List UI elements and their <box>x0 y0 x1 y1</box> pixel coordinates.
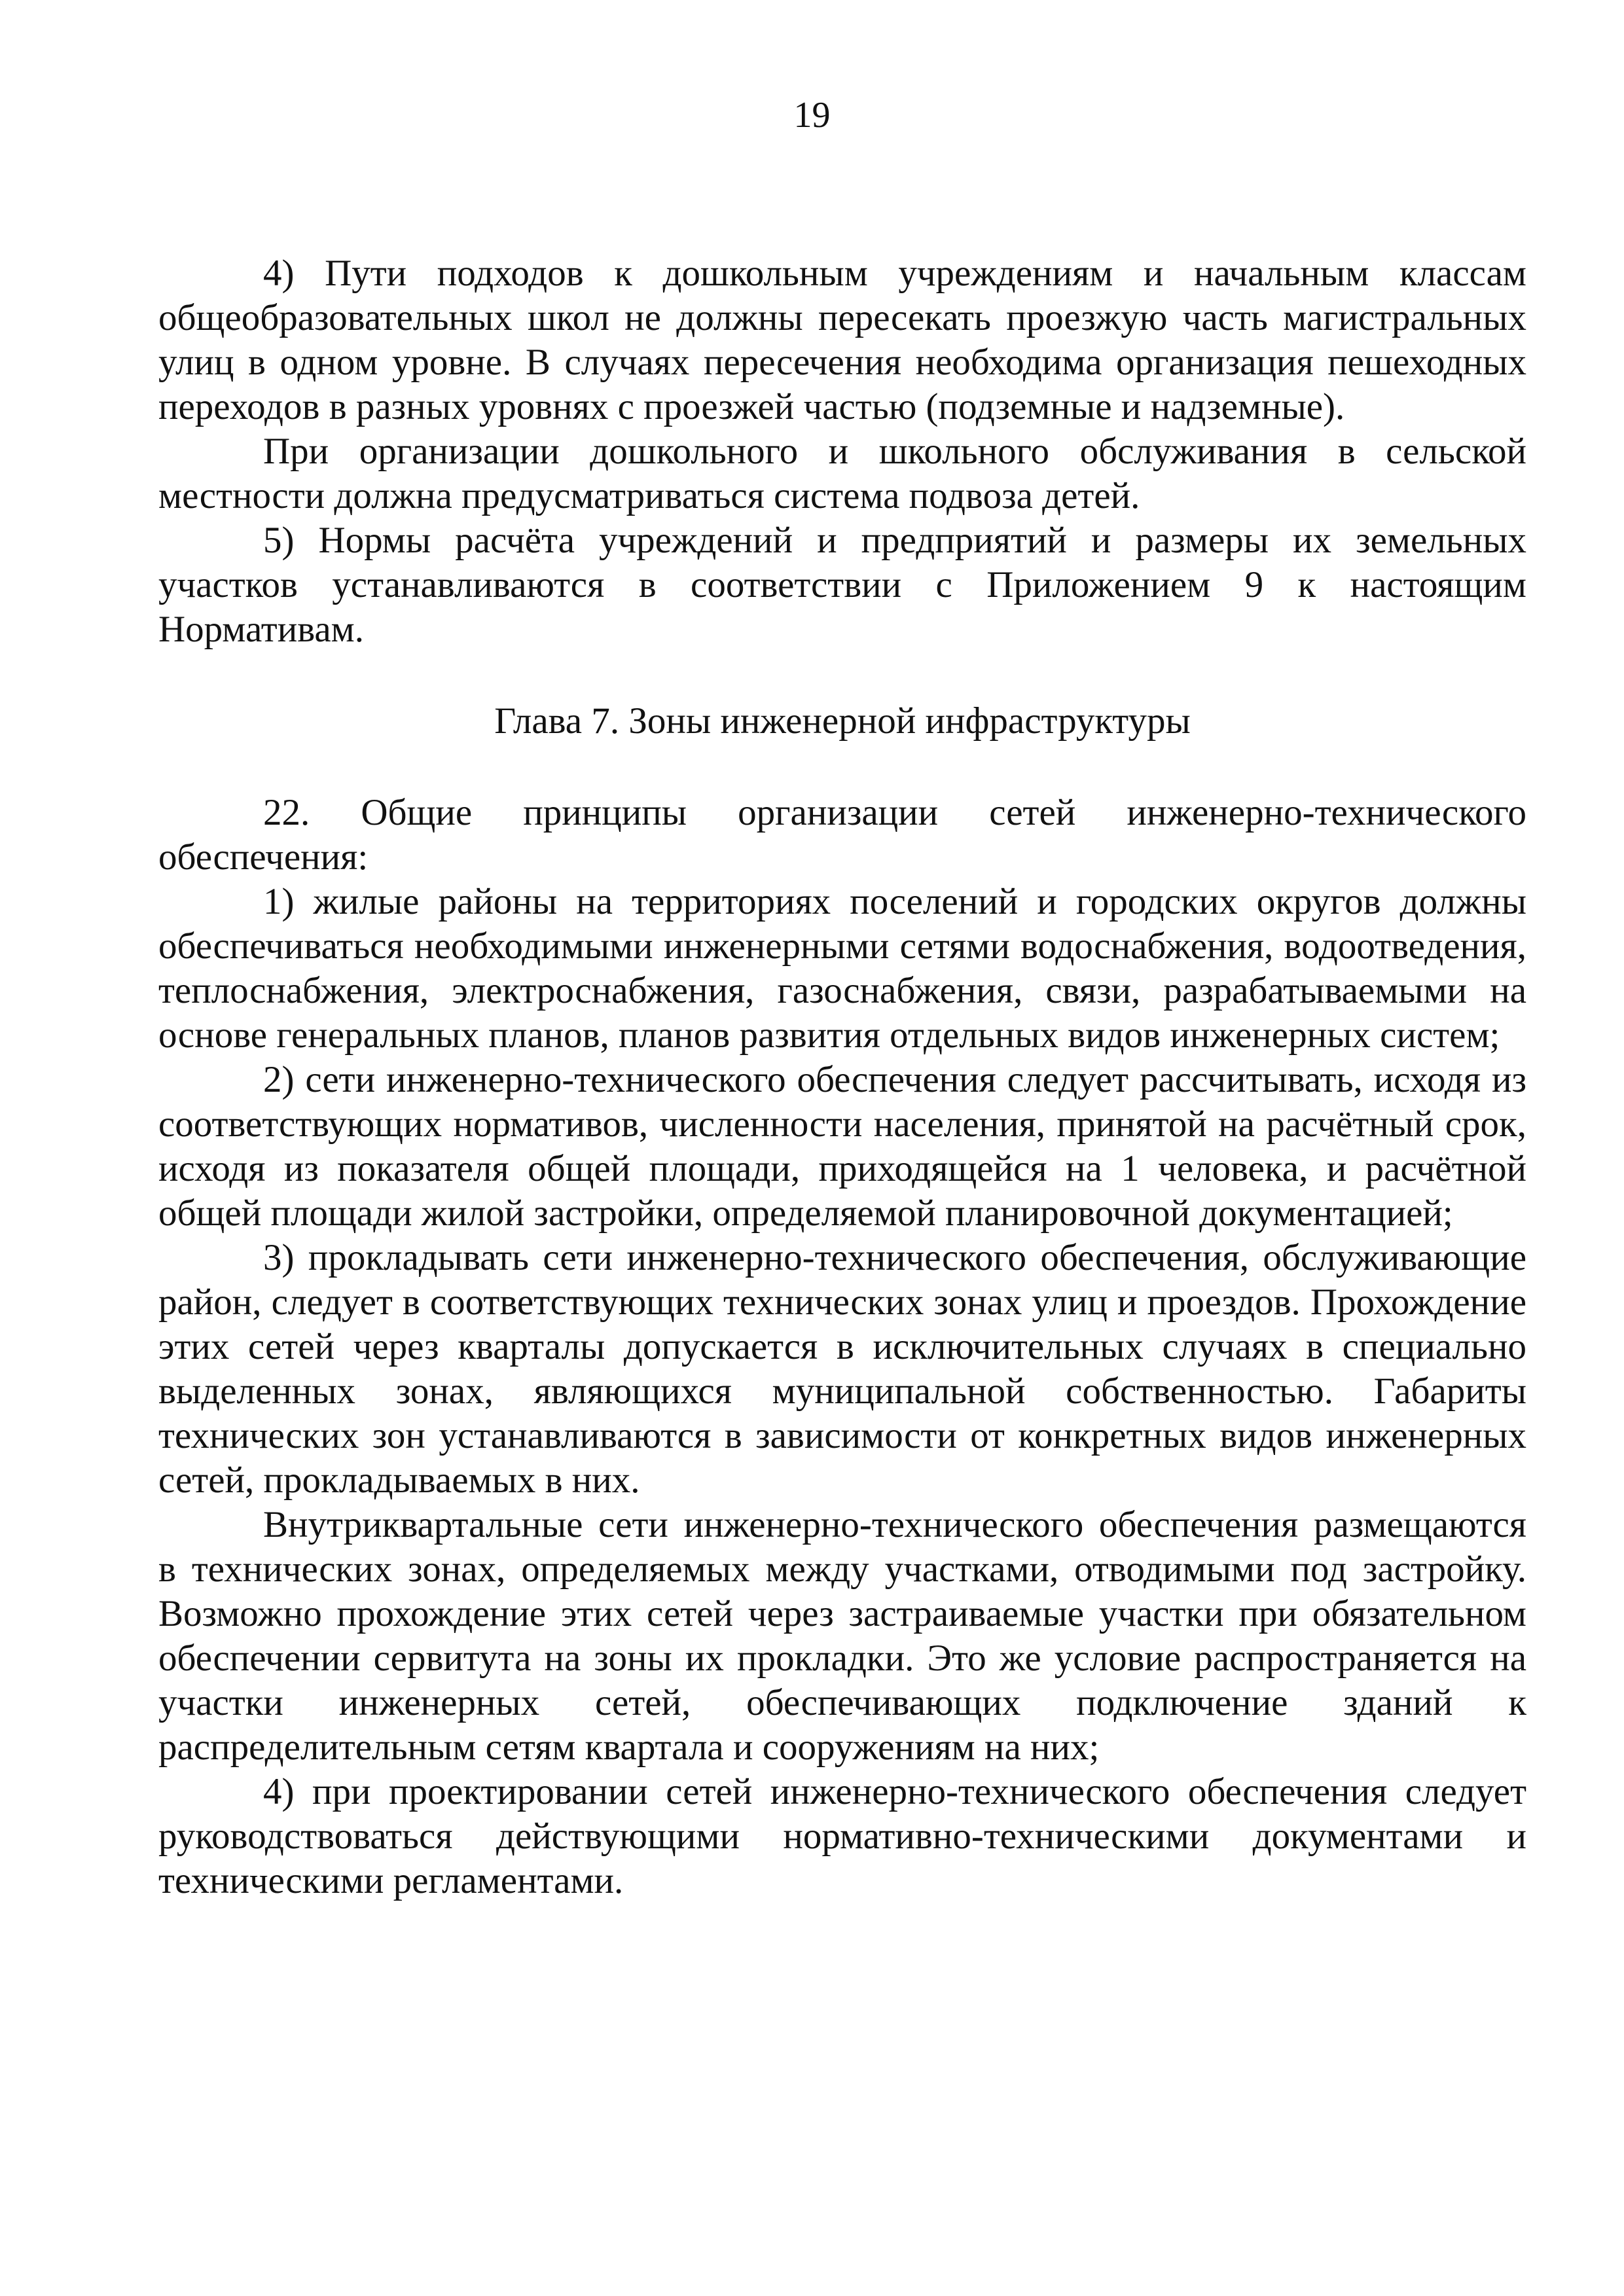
paragraph-item-2-calculation: 2) сети инженерно-технического обеспечения следует рассчитывать, исходя из соответствующих нормативов, численности населения, принятой на расчётный срок, исходя из показателя общей площади, приходящейся на 1 человека, и расчётной общей площади жилой застройки, определяемой планировочной документацией; <box>158 1059 1526 1234</box>
chapter-title: Глава 7. Зоны инженерной инфраструктуры <box>494 700 1191 742</box>
paragraph-calculation-norms: 5) Нормы расчёта учреждений и предприятий и размеры их земельных участков устанавливаются в соответствии с Приложением 9 к настоящим Нормативам. <box>158 520 1526 650</box>
paragraph-item-4-design: 4) при проектировании сетей инженерно-технического обеспечения следует руководствоваться действующими нормативно-техническими документами и техническими регламентами. <box>158 1771 1526 1901</box>
paragraph-item-1-networks: 1) жилые районы на территориях поселений и городских округов должны обеспечиваться необходимыми инженерными сетями водоснабжения, водоотведения, теплоснабжения, электроснабжения, газоснабжения, связи, разрабатываемыми на основе генеральных планов, планов развития отдельных видов инженерных систем; <box>158 881 1526 1056</box>
document-body <box>158 251 1526 1903</box>
paragraph-general-principles: 22. Общие принципы организации сетей инженерно-технического обеспечения: <box>158 792 1526 878</box>
page-number: 19 <box>793 95 831 135</box>
paragraph-rural-transport: При организации дошкольного и школьного обслуживания в сельской местности должна предусматриваться система подвоза детей. <box>158 431 1526 516</box>
paragraph-intra-block-networks: Внутриквартальные сети инженерно-технического обеспечения размещаются в технических зонах, определяемых между участками, отводимыми под застройку. Возможно прохождение этих сетей через застраиваемые участки при обязательном обеспечении сервитута на зоны их прокладки. Это же условие распространяется на участки инженерных сетей, обеспечивающих подключение зданий к распределительным сетям квартала и сооружениям на них; <box>158 1504 1526 1768</box>
paragraph-school-access-routes: 4) Пути подходов к дошкольным учреждениям и начальным классам общеобразовательных школ не должны пересекать проезжую часть магистральных улиц в одном уровне. В случаях пересечения необходима организация пешеходных переходов в разных уровнях с проезжей частью (подземные и надземные). <box>158 253 1526 427</box>
paragraph-item-3-laying: 3) прокладывать сети инженерно-технического обеспечения, обслуживающие район, следует в соответствующих технических зонах улиц и проездов. Прохождение этих сетей через кварталы допускается в исключительных случаях в специально выделенных зонах, являющихся муниципальной собственностью. Габариты технических зон устанавливаются в зависимости от конкретных видов инженерных сетей, прокладываемых в них. <box>158 1237 1526 1501</box>
